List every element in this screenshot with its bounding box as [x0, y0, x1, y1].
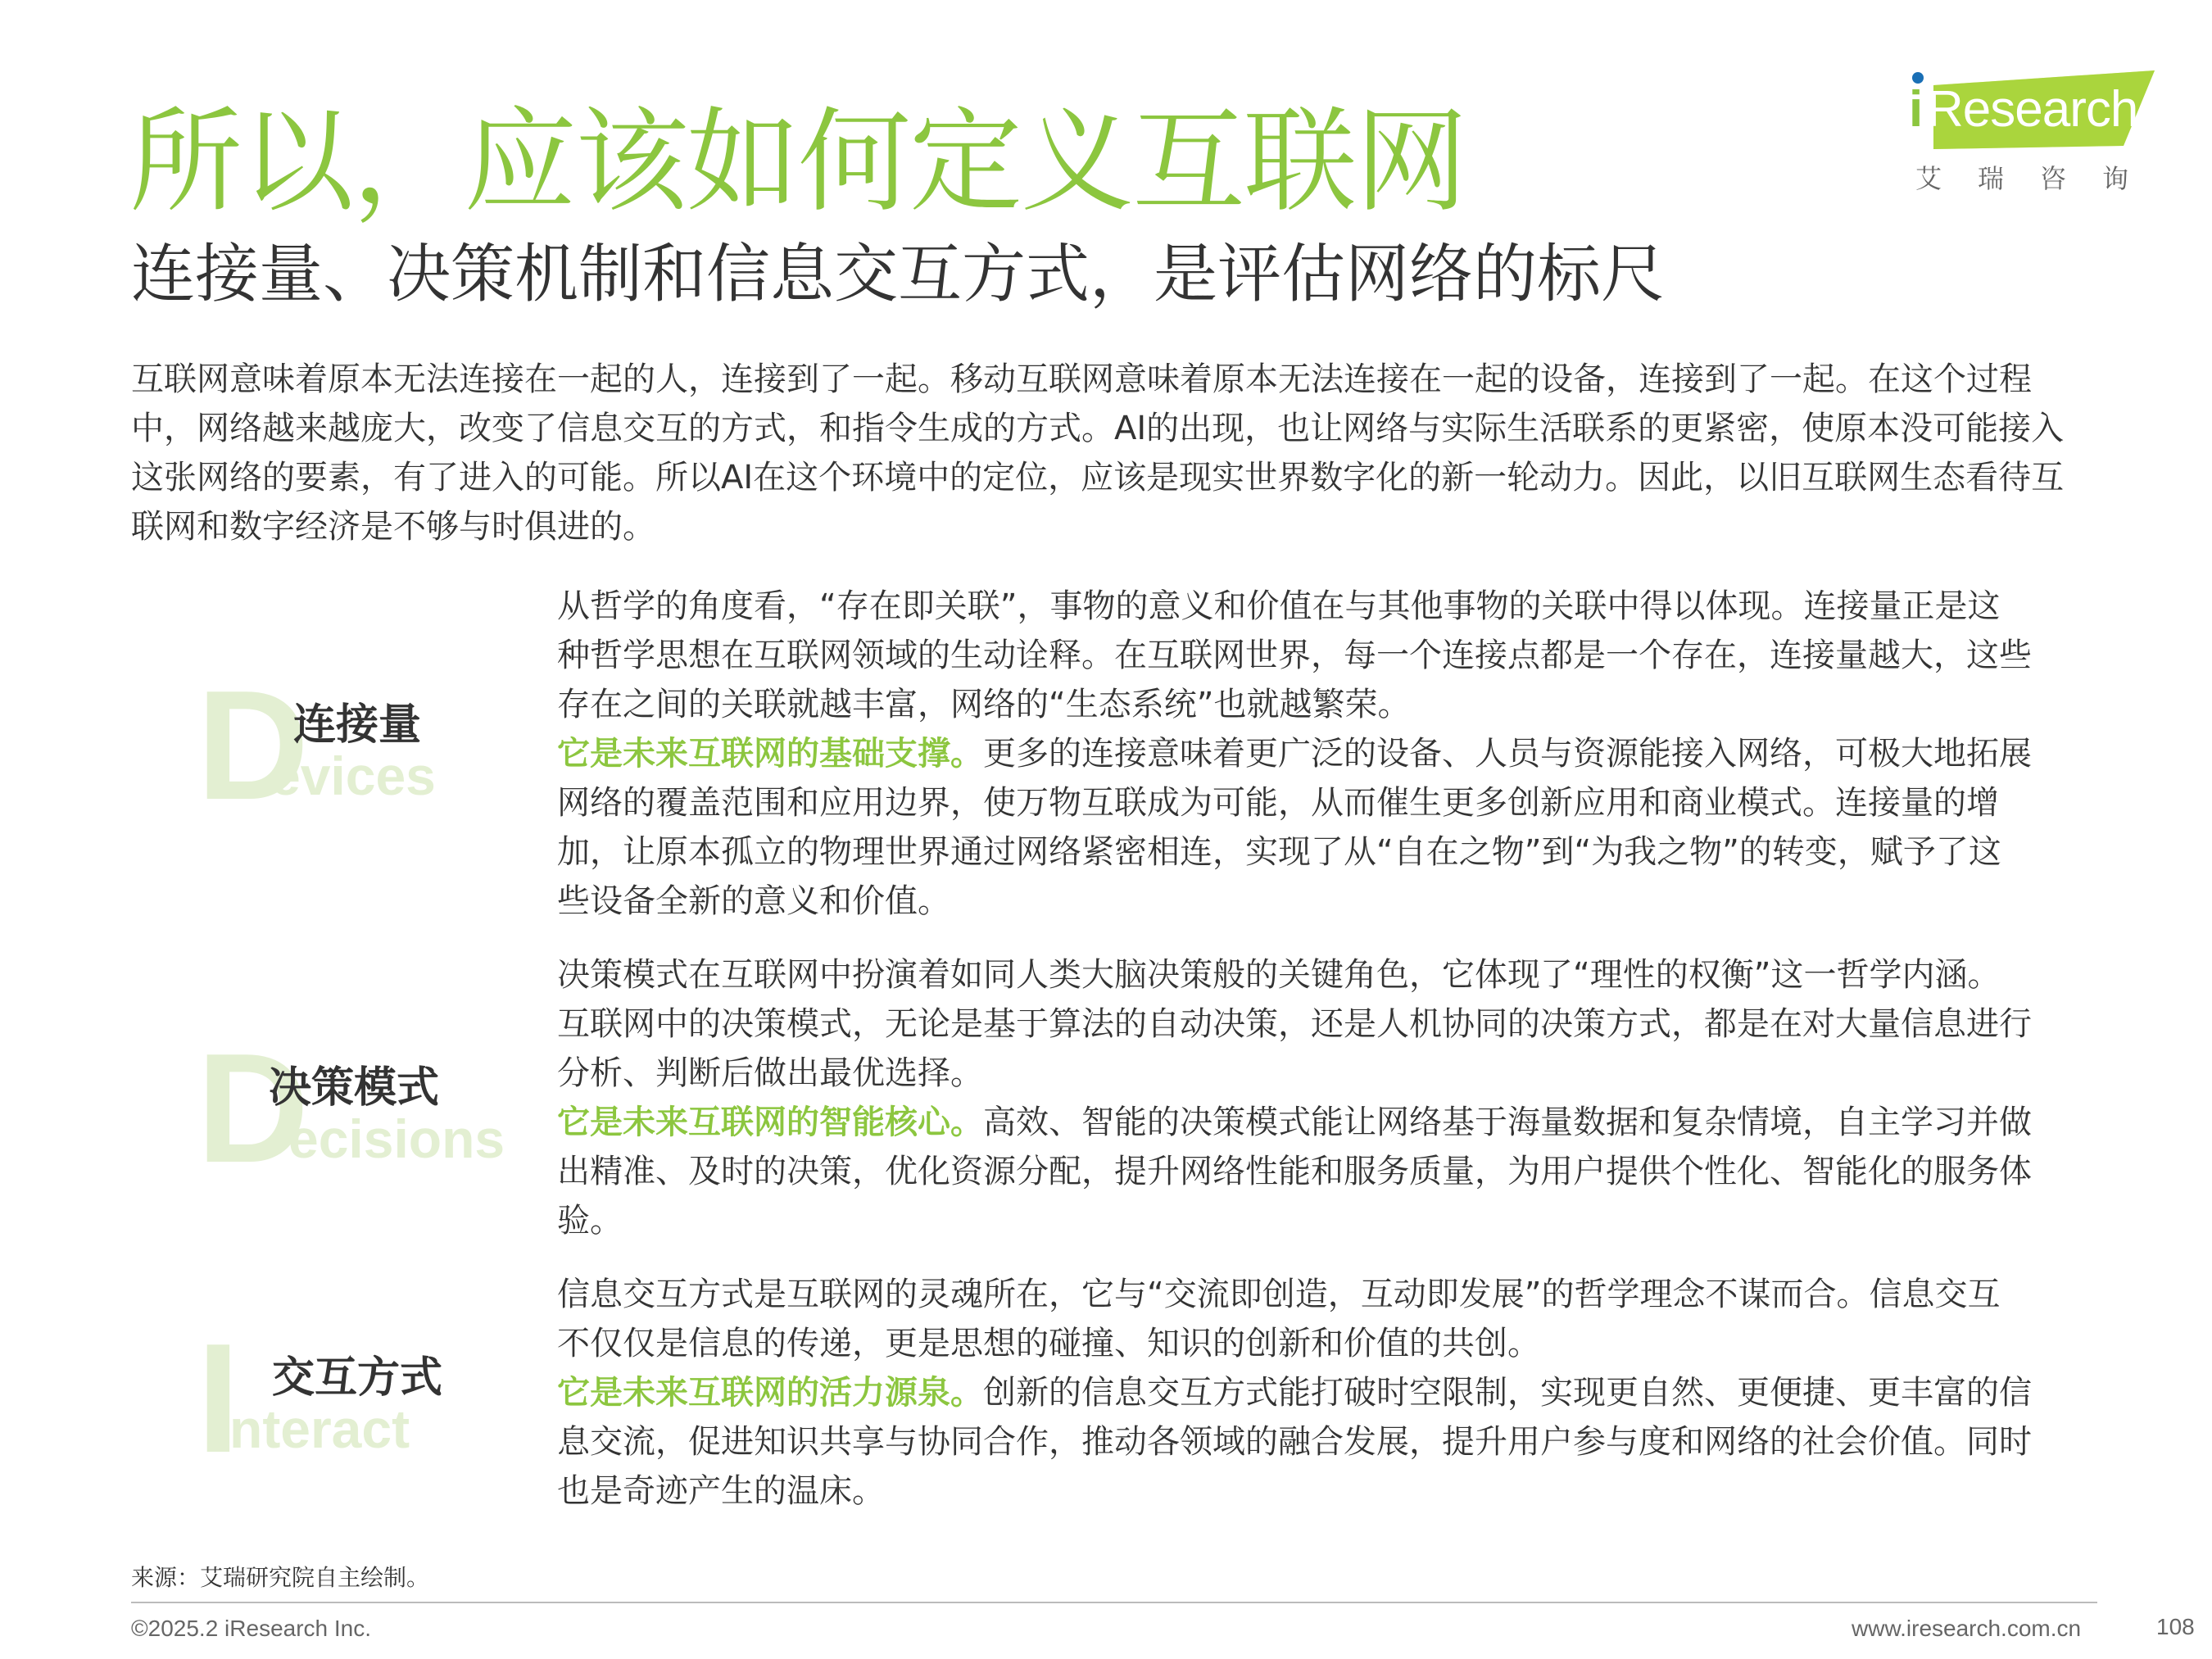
- intro-paragraph: 互联网意味着原本无法连接在一起的人，连接到了一起。移动互联网意味着原本无法连接在一起的设备，连接到了一起。在这个过程中，网络越来越庞大，改变了信息交互的方式，和指令生成的方式。AI的出现，也让网络与实际生活联系的更紧密，使原本没可能接入这张网络的要素，有了进入的可能。所以AI在这个环境中的定位，应该是现实世界数字化的新一轮动力。因此，以旧互联网生态看待互联网和数字经济是不够与时俱进的。: [131, 360, 2065, 546]
- emblem-big-letter: D: [197, 659, 310, 832]
- website-link[interactable]: www.iresearch.com.cn: [1852, 1616, 2082, 1641]
- logo-letter-i: i: [1909, 81, 1924, 138]
- section-para: 决策模式在互联网中扮演着如同人类大脑决策般的关键角色，它体现了“理性的权衡”这一哲学内涵。互联网中的决策模式，无论是基于算法的自动决策，还是人机协同的决策方式，都是在对大量信息进行分析、判断后做出最优选择。: [557, 956, 2032, 1092]
- section-para: 从哲学的角度看，“存在即关联”，事物的意义和价值在与其他事物的关联中得以体现。连接量正是这种哲学思想在互联网领域的生动诠释。在互联网世界，每一个连接点都是一个存在，连接量越大，这些存在之间的关联就越丰富，网络的“生态系统”也就越繁荣。: [557, 587, 2032, 723]
- page-subtitle: 连接量、决策机制和信息交互方式，是评估网络的标尺: [131, 238, 1666, 311]
- section-highlight: 它是未来互联网的活力源泉。: [557, 1374, 983, 1412]
- section-label-interact: 交互方式: [272, 1353, 443, 1403]
- section-label-decisions: 决策模式: [269, 1063, 440, 1113]
- page-title: 所以，应该如何定义互联网: [129, 96, 1467, 228]
- copyright-text: ©2025.2 iResearch Inc.: [131, 1616, 372, 1641]
- section-highlight: 它是未来互联网的基础支撑。: [557, 735, 983, 773]
- logo-wordmark: Research: [1927, 81, 2138, 138]
- page-number: 108: [2156, 1614, 2195, 1639]
- section-desc-decisions: [557, 950, 2032, 1245]
- source-note: 来源：艾瑞研究院自主绘制。: [131, 1564, 430, 1591]
- decisions-emblem: [197, 1022, 541, 1195]
- section-label-devices: 连接量: [293, 700, 422, 750]
- section-para: 高效、智能的决策模式能让网络基于海量数据和复杂情境，自主学习并做出精准、及时的决策，优化资源分配，提升网络性能和服务质量，为用户提供个性化、智能化的服务体验。: [557, 1104, 2032, 1240]
- section-para: 创新的信息交互方式能打破时空限制，实现更自然、更便捷、更丰富的信息交流，促进知识共享与协同合作，推动各领域的融合发展，提升用户参与度和网络的社会价值。同时也是奇迹产生的温床。: [557, 1374, 2032, 1510]
- iresearch-logo: [1909, 70, 2163, 202]
- emblem-word-rest: nteract: [229, 1398, 410, 1459]
- emblem-word-rest: ecisions: [288, 1108, 505, 1169]
- section-desc-devices: [557, 582, 2032, 926]
- logo-chinese-name: 艾瑞咨询: [1915, 163, 2165, 194]
- section-para: 更多的连接意味着更广泛的设备、人员与资源能接入网络，可极大地拓展网络的覆盖范围和应用边界，使万物互联成为可能，从而催生更多创新应用和商业模式。连接量的增加，让原本孤立的物理世界通过网络紧密相连，实现了从“自在之物”到“为我之物”的转变，赋予了这些设备全新的意义和价值。: [557, 735, 2032, 920]
- footer-divider: [131, 1602, 2097, 1603]
- emblem-word-rest: evices: [270, 746, 436, 806]
- interact-emblem: [197, 1312, 541, 1485]
- emblem-big-letter: I: [197, 1312, 240, 1485]
- section-highlight: 它是未来互联网的智能核心。: [557, 1104, 983, 1141]
- emblem-big-letter: D: [197, 1022, 310, 1195]
- section-desc-interact: [557, 1270, 2032, 1516]
- devices-emblem: [197, 659, 541, 832]
- section-para: 信息交互方式是互联网的灵魂所在，它与“交流即创造，互动即发展”的哲学理念不谋而合。信息交互不仅仅是信息的传递，更是思想的碰撞、知识的创新和价值的共创。: [557, 1276, 2001, 1362]
